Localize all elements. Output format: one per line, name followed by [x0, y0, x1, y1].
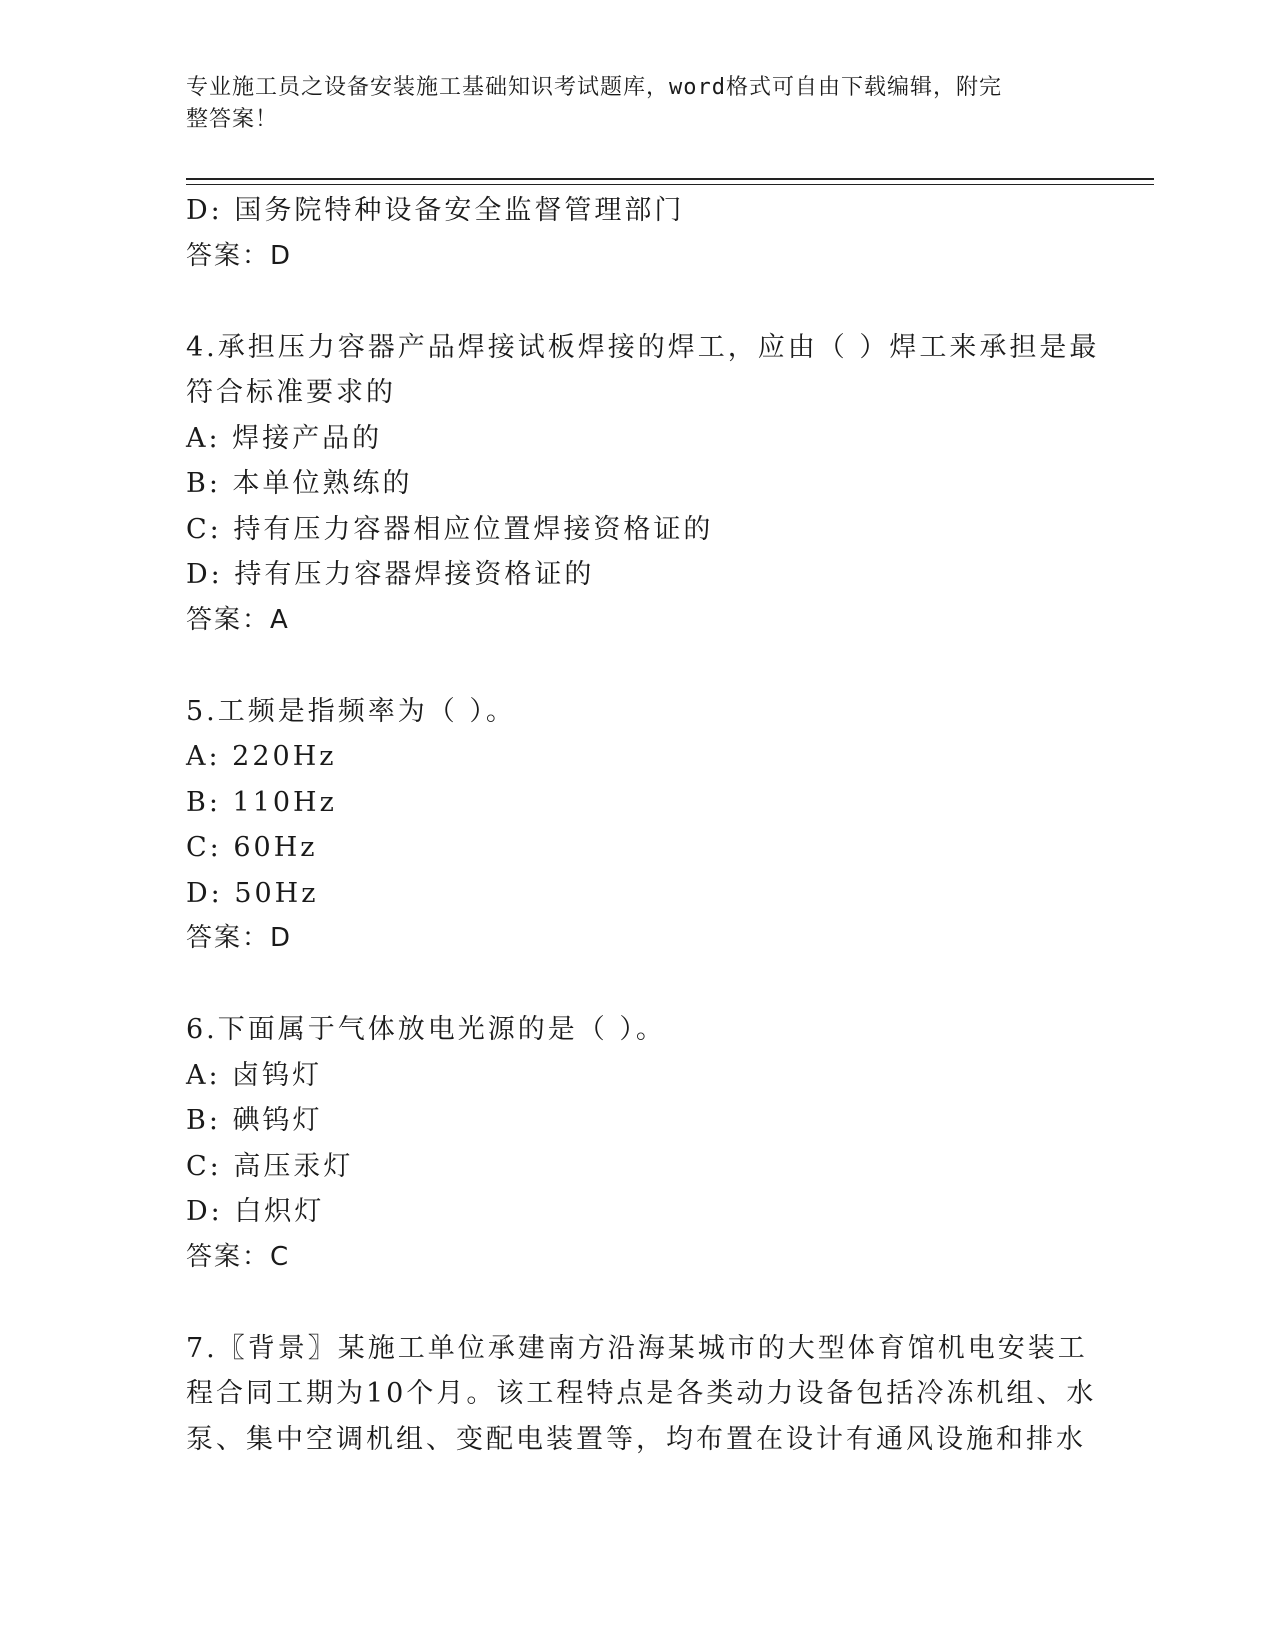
- option-c: C: 持有压力容器相应位置焊接资格证的: [186, 513, 714, 545]
- question-stem: 4.承担压力容器产品焊接试板焊接的焊工，应由（ ）焊工来承担是最: [186, 331, 1100, 363]
- header-line: 专业施工员之设备安装施工基础知识考试题库，word格式可自由下载编辑，附完: [186, 75, 1002, 100]
- header-divider-thin: [186, 184, 1154, 185]
- option-c: C: 60Hz: [186, 832, 318, 863]
- answer: 答案：C: [186, 1241, 291, 1272]
- option-a: A: 焊接产品的: [186, 422, 383, 454]
- question-stem: 6.下面属于气体放电光源的是（ ）。: [186, 1014, 666, 1045]
- spacer: [186, 1280, 1086, 1326]
- option-d: D: 持有压力容器焊接资格证的: [186, 559, 595, 590]
- question-6: [186, 1007, 1086, 1280]
- spacer: [186, 643, 1086, 689]
- option-d: D: 白炽灯: [186, 1196, 325, 1227]
- option-b: B: 碘钨灯: [186, 1105, 323, 1136]
- document-body: [186, 188, 1100, 1462]
- spacer: [186, 279, 1086, 325]
- page-header: [186, 72, 1066, 136]
- question-5: [186, 689, 1086, 962]
- option-b: B: 本单位熟练的: [186, 468, 413, 499]
- option-b: B: 110Hz: [186, 786, 337, 818]
- answer: 答案：D: [186, 240, 293, 271]
- question-stem: 泵、集中空调机组、变配电装置等，均布置在设计有通风设施和排水: [186, 1423, 1086, 1455]
- question-stem: 5.工频是指频率为（ ）。: [186, 695, 516, 727]
- question-3-tail: [186, 188, 1086, 279]
- question-stem: 程合同工期为10个月。该工程特点是各类动力设备包括冷冻机组、水: [186, 1378, 1097, 1409]
- question-7: [186, 1326, 1097, 1463]
- spacer: [186, 962, 1086, 1008]
- question-4: [186, 325, 1100, 644]
- answer: 答案：A: [186, 604, 290, 635]
- option-d: D: 国务院特种设备安全监督管理部门: [186, 195, 685, 226]
- option-a: A: 卤钨灯: [186, 1059, 323, 1091]
- option-c: C: 高压汞灯: [186, 1150, 354, 1182]
- header-line: 整答案！: [186, 107, 279, 132]
- question-stem: 符合标准要求的: [186, 377, 396, 408]
- option-d: D: 50Hz: [186, 877, 319, 909]
- option-a: A: 220Hz: [186, 741, 337, 772]
- header-divider-thick: [186, 178, 1154, 180]
- answer: 答案：D: [186, 923, 293, 953]
- question-stem: 7.〖背景〗某施工单位承建南方沿海某城市的大型体育馆机电安装工: [186, 1332, 1088, 1364]
